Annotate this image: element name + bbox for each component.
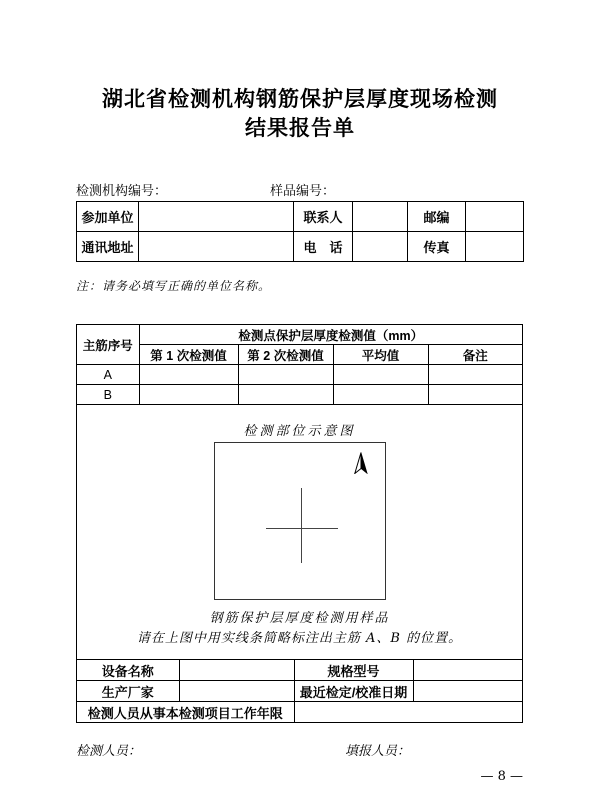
diagram-caption-1: 钢筋保护层厚度检测用样品 [209,611,390,626]
crosshair-horizontal-line [266,528,338,529]
participating-unit-value [139,202,294,232]
diagram-caption-2: 请在上图中用实线条简略标注出主筋 A、B 的位置。 [136,631,463,646]
equipment-table [77,660,522,722]
contact-table [76,201,524,262]
postcode-value [466,202,524,232]
equipment-name-label: 设备名称 [77,660,179,681]
phone-value [353,232,408,262]
equipment-row-1 [77,660,522,681]
diagram-cell [77,404,522,660]
average-header: 平均值 [333,345,428,365]
row-a-average-value [333,365,428,385]
main-report-table [76,324,523,723]
code-labels-row [76,180,524,197]
page-title-line-2: 结果报告单 [245,115,355,140]
note-text: 注：请务必填写正确的单位名称。 [76,279,272,293]
measurement-header-row-2 [77,345,522,365]
thickness-group-header: 检测点保护层厚度检测值（mm） [139,325,522,345]
row-b-average-value [333,385,428,405]
postcode-label: 邮编 [408,202,466,232]
experience-label: 检测人员从事本检测项目工作年限 [77,702,294,723]
phone-label: 电 话 [294,232,353,262]
fax-value [466,232,524,262]
address-label: 通讯地址 [77,232,139,262]
first-test-header: 第 1 次检测值 [139,345,238,365]
experience-row [77,702,522,723]
calibration-date-label: 最近检定/校准日期 [294,681,413,702]
address-value [139,232,294,262]
diagram-title: 检测部位示意图 [243,424,356,439]
row-a-second-value [238,365,333,385]
calibration-date-value [413,681,522,702]
main-rebar-serial-header: 主筋序号 [77,325,139,365]
participating-unit-label: 参加单位 [77,202,139,232]
reporter-label: 填报人员： [345,744,411,759]
contact-person-label: 联系人 [294,202,353,232]
agency-code-label: 检测机构编号： [76,184,168,199]
page-title-line-1: 湖北省检测机构钢筋保护层厚度现场检测 [102,86,498,111]
model-label: 规格型号 [294,660,413,681]
signature-row [76,740,524,757]
sample-code-label: 样品编号： [270,184,336,199]
contact-person-value [353,202,408,232]
measurement-header-row-1 [77,325,522,345]
row-a-remarks-value [428,365,522,385]
page-number: — 8 — [480,769,523,784]
crosshair-vertical-line [301,488,302,563]
remarks-header: 备注 [428,345,522,365]
contact-row-2 [77,232,524,262]
north-arrow-icon [354,452,368,474]
equipment-name-value [179,660,294,681]
measurement-row-a [77,365,522,385]
manufacturer-value [179,681,294,702]
row-b-remarks-value [428,385,522,405]
inspector-label: 检测人员： [76,744,142,759]
row-b-second-value [238,385,333,405]
model-value [413,660,522,681]
measurement-table [77,325,522,404]
fax-label: 传真 [408,232,466,262]
row-b-first-value [139,385,238,405]
row-a-label: A [77,365,139,385]
row-b-label: B [77,385,139,405]
row-a-first-value [139,365,238,385]
contact-row-1 [77,202,524,232]
measurement-row-b [77,385,522,405]
equipment-row-2 [77,681,522,702]
page-title [0,0,600,142]
manufacturer-label: 生产厂家 [77,681,179,702]
sample-sketch-box [214,442,386,600]
second-test-header: 第 2 次检测值 [238,345,333,365]
experience-value [294,702,522,723]
